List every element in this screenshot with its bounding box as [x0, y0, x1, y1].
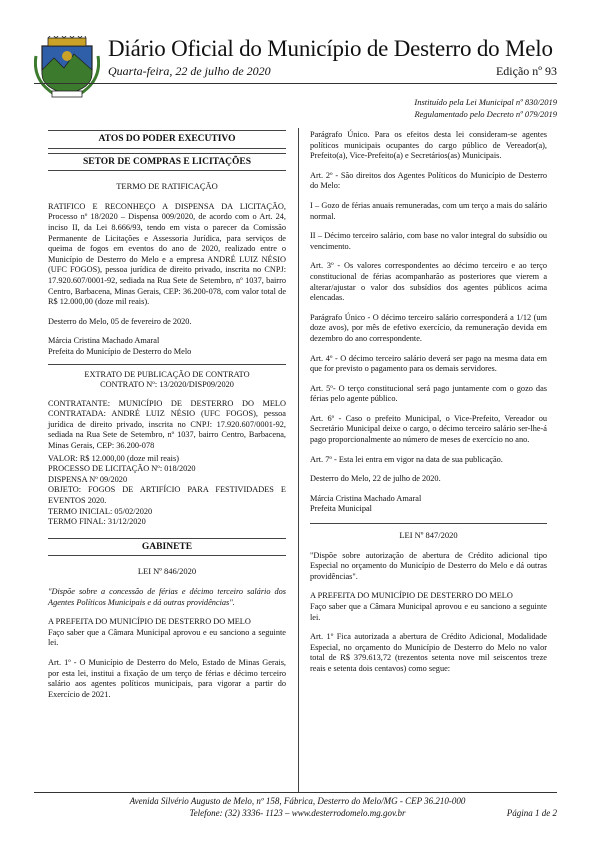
publication-date: Quarta-feira, 22 de julho de 2020	[108, 64, 271, 78]
newspaper-title: Diário Oficial do Município de Desterro do Melo	[108, 36, 553, 61]
law-846-signature	[310, 494, 547, 515]
page-number: Página 1 de 2	[506, 808, 557, 818]
contract-details	[48, 454, 286, 528]
law-846-article-6: Art. 6º - Caso o prefeito Municipal, o Vice-Prefeito, Vereador ou Secretário Municipal deixe o cargo, o décimo terceiro salário ser-lhe-á pago proporcionalmente ao número de meses de exercício no ano.	[310, 413, 547, 445]
law-846-enactment: Faço saber que a Câmara Municipal aprovou e eu sanciono a seguinte lei.	[48, 627, 286, 648]
law-847-enactment: Faço saber que a Câmara Municipal aprovou e eu sanciono a seguinte lei.	[310, 602, 547, 622]
law-846-sole-paragraph-2: Parágrafo Único - O décimo terceiro salário corresponderá a 1/12 (um doze avos), por mês de efetivo exercício, da remuneração devida em dezembro do ano correspondente.	[310, 312, 547, 343]
ratification-signature	[48, 336, 286, 357]
law-846-article-5: Art. 5º- O terço constitucional será pago juntamente com o gozo das férias pelo agente público.	[310, 383, 547, 404]
ratification-title: TERMO DE RATIFICAÇÃO	[116, 181, 218, 192]
footer-address: Avenida Silvério Augusto de Melo, nº 158, Fábrica, Desterro do Melo/MG - CEP 36.210-000	[129, 796, 466, 806]
law-846-mayor: A PREFEITA DO MUNICÍPIO DE DESTERRO DO MELO	[48, 617, 251, 627]
contract-value: VALOR: R$ 12.000,00 (doze mil reais)	[48, 453, 179, 463]
signatory-role: Prefeita do Município de Desterro do Melo	[48, 346, 192, 356]
right-column	[310, 130, 547, 684]
law-846-sole-paragraph: Parágrafo Único. Para os efeitos desta lei consideram-se agentes políticos municipais ocupantes do cargo público de Vereador(a), Prefeito(a), Vice-Prefeito(a) e Secretários(as) Municipais.	[310, 130, 547, 161]
law-847-article-1: Art. 1º Fica autorizada a abertura de Crédito Adicional, Modalidade Especial, no orçamento do Município de Desterro do Melo no valor total de R$ 379.613,72 (trezentos setenta nove mil seiscentos treze reais e setenta dois centavos) como segue:	[310, 632, 547, 673]
signatory-role: Prefeita Municipal	[310, 504, 372, 514]
header-divider	[34, 83, 557, 84]
law-846-article-1: Art. 1º - O Município de Desterro do Melo, Estado de Minas Gerais, por esta lei, institui a fixação de um terço de férias e décimo terceiro salário aos agentes políticos municipais, para vigorar a partir do Exercício de 2021.	[48, 657, 286, 699]
law-846-article-3: Art. 3º - Os valores correspondentes ao décimo terceiro e ao terço constitucional de férias acompanharão as posteriores que vierem a alterar/ajustar o valor dos subsídios dos agentes públicos acima elencadas.	[310, 261, 547, 303]
law-reference-line-2: Regulamentado pelo Decreto nº 079/2019	[414, 109, 557, 119]
law-846-article-4: Art. 4º - O décimo terceiro salário deverá ser pago na mesma data em que for previsto o pagamento para os demais servidores.	[310, 353, 547, 374]
contract-parties: CONTRATANTE: MUNICÍPIO DE DESTERRO DO MELO CONTRATADA: ANDRÉ LUIZ NÉSIO (UFC FOGOS), pessoa jurídica de direito privado, inscrita no CNPJ: 17.920.607/0001-92, sediada na Rua Sete de Setembro, nº 1037, bairro Centro, Barbacena, Minas Gerais, CEP: 36.200-078	[48, 398, 286, 451]
signatory-name: Márcia Cristina Machado Amaral	[48, 336, 160, 346]
law-847-title: LEI Nº 847/2020	[310, 523, 547, 541]
section-header-executive: ATOS DO PODER EXECUTIVO	[48, 130, 286, 149]
contract-number: CONTRATO Nº: 13/2020/DISP09/2020	[100, 380, 234, 390]
section-header-purchasing: SETOR DE COMPRAS E LICITAÇÕES	[48, 153, 286, 172]
left-column	[48, 130, 286, 709]
contract-end: TERMO FINAL: 31/12/2020	[48, 517, 146, 527]
law-847-mayor: A PREFEITA DO MUNICÍPIO DE DESTERRO DO MELO	[310, 591, 513, 601]
law-846-item-1: I – Gozo de férias anuais remuneradas, com um terço a mais do salário normal.	[310, 200, 547, 221]
law-846-summary: "Dispõe sobre a concessão de férias e décimo terceiro salário dos Agentes Políticos Municipais e dá outras providências".	[48, 587, 286, 607]
signatory-name: Márcia Cristina Machado Amaral	[310, 493, 422, 503]
law-846-item-2: II – Décimo terceiro salário, com base no valor integral do subsídio ou vencimento.	[310, 231, 547, 251]
law-847-summary: "Dispõe sobre autorização de abertura de Crédito adicional tipo Especial no orçamento do Município de Desterro do Melo e dá outras providências".	[310, 550, 547, 581]
contract-extract-header	[48, 364, 286, 391]
section-header-cabinet: GABINETE	[48, 538, 286, 557]
contract-extract-title: EXTRATO DE PUBLICAÇÃO DE CONTRATO	[84, 369, 250, 379]
footer-divider	[34, 792, 557, 793]
ratification-body: RATIFICO E RECONHEÇO A DISPENSA DA LICITAÇÃO, Processo nº 18/2020 – Dispensa 009/2020, de acordo com o Art. 24, inciso II, da Lei 8.666/93, tendo em vista o parecer da Comissão Permanente de Licitações e Assessoria Jurídica, para serviços de queima de fogos em eventos do ano de 2020, realizado entre o Município de Desterro do Melo e a empresa ANDRÉ LUIZ NÉSIO (UFC FOGOS), pessoa jurídica de direito privado, inscrita no CNPJ: 17.920.607/0001-92, sediada na Rua Sete de Setembro, nº 1037, bairro Centro, Barbacena, Minas Gerais, CEP: 36.200-078, com valor total de R$ 12.000,00 (doze mil reais).	[48, 201, 286, 307]
law-846-date: Desterro do Melo, 22 de julho de 2020.	[310, 474, 441, 484]
contract-process: PROCESSO DE LICITAÇÃO Nº: 018/2020	[48, 464, 196, 474]
municipal-coat-of-arms-logo	[34, 36, 100, 98]
law-846-title: LEI Nº 846/2020	[137, 566, 197, 577]
law-reference	[297, 96, 557, 120]
contract-object: OBJETO: FOGOS DE ARTIFÍCIO PARA FESTIVIDADES E EVENTOS 2020.	[48, 485, 286, 506]
contract-dispensa: DISPENSA Nº 09/2020	[48, 474, 128, 484]
law-846-article-2: Art. 2º - São direitos dos Agentes Políticos do Município de Desterro do Melo:	[310, 170, 547, 191]
contract-start: TERMO INICIAL: 05/02/2020	[48, 506, 153, 516]
law-reference-line-1: Instituído pela Lei Municipal nº 830/2019	[414, 97, 557, 107]
column-divider	[298, 128, 299, 793]
footer-contact: Telefone: (32) 3336- 1123 – www.desterrodomelo.mg.gov.br	[189, 808, 406, 818]
law-846-article-7: Art. 7º - Esta lei entra em vigor na data de sua publicação.	[310, 454, 503, 464]
edition-number: Edição nº 93	[495, 64, 557, 78]
ratification-date: Desterro do Melo, 05 de fevereiro de 2020.	[48, 316, 192, 326]
